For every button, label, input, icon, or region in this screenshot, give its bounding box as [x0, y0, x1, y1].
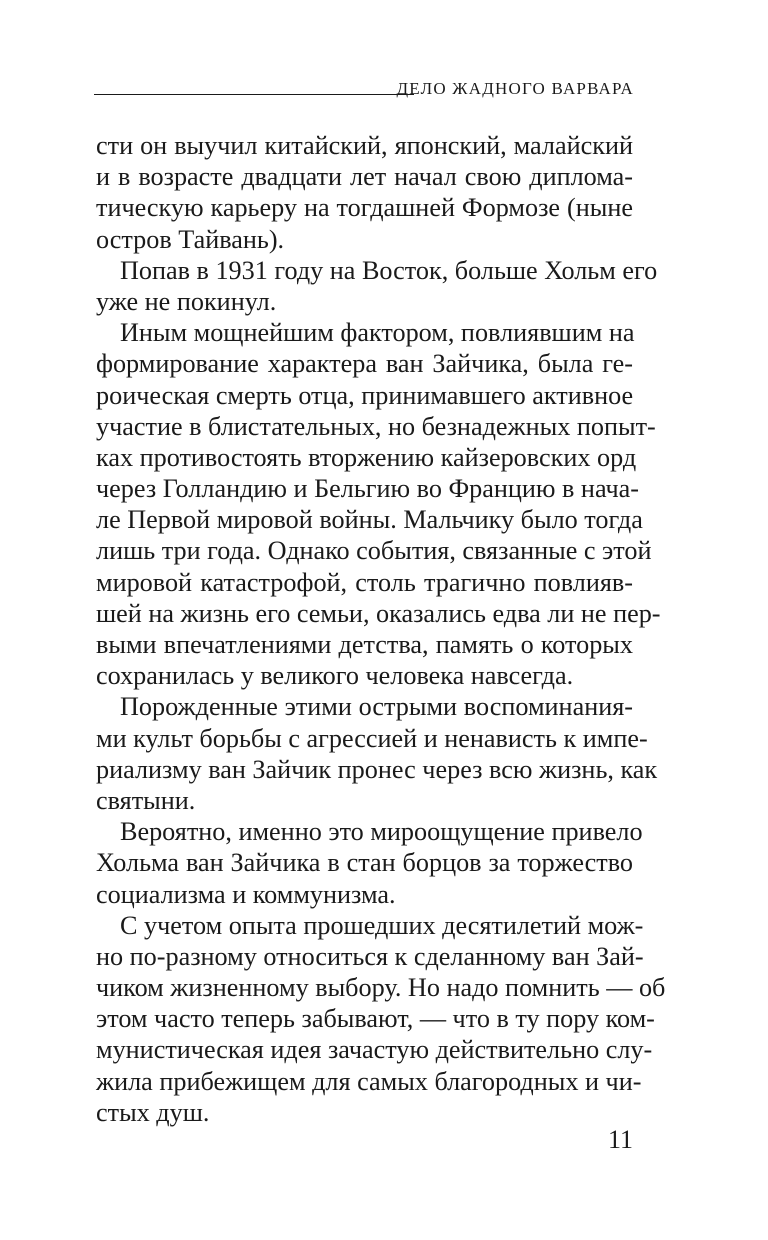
text-line: роическая смерть отца, принимавшего активное	[96, 380, 634, 410]
text-line: шей на жизнь его семьи, оказались едва ли не пер-	[96, 598, 661, 628]
text-line: выми впечатлениями детства, память о которых	[96, 630, 633, 659]
text-line: этом часто теперь забывают, — что в ту пору ком-	[96, 1004, 655, 1034]
header-rule	[94, 94, 414, 95]
paragraph	[96, 910, 666, 1128]
text-line: чиком жизненному выбору. Но надо помнить — об	[96, 973, 666, 1003]
text-line: Вероятно, именно это мироощущение привело	[120, 817, 643, 847]
paragraph	[96, 130, 633, 255]
text-line: ках противостоять вторжению кайзеровских орд	[96, 442, 637, 472]
running-head-title: ДЕЛО ЖАДНОГО ВАРВАРА	[396, 79, 634, 98]
text-line: через Голландию и Бельгию во Францию в нача-	[96, 474, 640, 504]
text-line: уже не покинул.	[96, 286, 277, 316]
text-line: стых душ.	[96, 1097, 210, 1127]
paragraph	[96, 816, 643, 910]
text-line: мунистическая идея зачастую действительно слу-	[96, 1035, 653, 1065]
text-line: риализму ван Зайчик пронес через всю жизнь, как	[96, 754, 658, 784]
running-head	[94, 72, 634, 102]
text-line: и в возрасте двадцати лет начал свою диплома-	[96, 162, 633, 192]
text-line: мировой катастрофой, столь трагично повлияв-	[96, 567, 633, 597]
text-line: ми культ борьбы с агрессией и ненависть к импе-	[96, 723, 648, 753]
text-line: лишь три года. Однако события, связанные с этой	[96, 536, 652, 566]
text-line: ле Первой мировой войны. Мальчику было тогда	[96, 505, 643, 535]
paragraph	[96, 255, 658, 317]
text-line: святыни.	[96, 785, 196, 815]
text-line: Иным мощнейшим фактором, повлиявшим на	[120, 318, 635, 348]
text-line: тическую карьеру на тогдашней Формозе (ныне	[96, 193, 633, 223]
text-line: Порожденные этими острыми воспоминания-	[120, 692, 633, 722]
text-line: Хольма ван Зайчика в стан борцов за торжество	[96, 848, 633, 878]
text-line: формирование характера ван Зайчика, была ге-	[96, 349, 633, 379]
text-line: участие в блистательных, но безнадежных попыт-	[96, 411, 656, 441]
text-line: сохранилась у великого человека навсегда.	[96, 661, 574, 691]
text-line: Попав в 1931 году на Восток, больше Хольм его	[120, 255, 658, 285]
text-line: остров Тайвань).	[96, 224, 285, 254]
paragraph	[96, 317, 661, 691]
paragraph	[96, 691, 658, 816]
text-line: но по-разному относиться к сделанному ван Зай-	[96, 941, 644, 971]
body-text	[96, 130, 666, 1128]
text-line: жила прибежищем для самых благородных и чи-	[96, 1066, 642, 1096]
text-line: социализма и коммунизма.	[96, 879, 396, 909]
text-line: С учетом опыта прошедших десятилетий мож-	[120, 910, 644, 940]
page-number: 11	[607, 1125, 633, 1154]
text-line: сти он выучил китайский, японский, малайский	[96, 131, 633, 160]
